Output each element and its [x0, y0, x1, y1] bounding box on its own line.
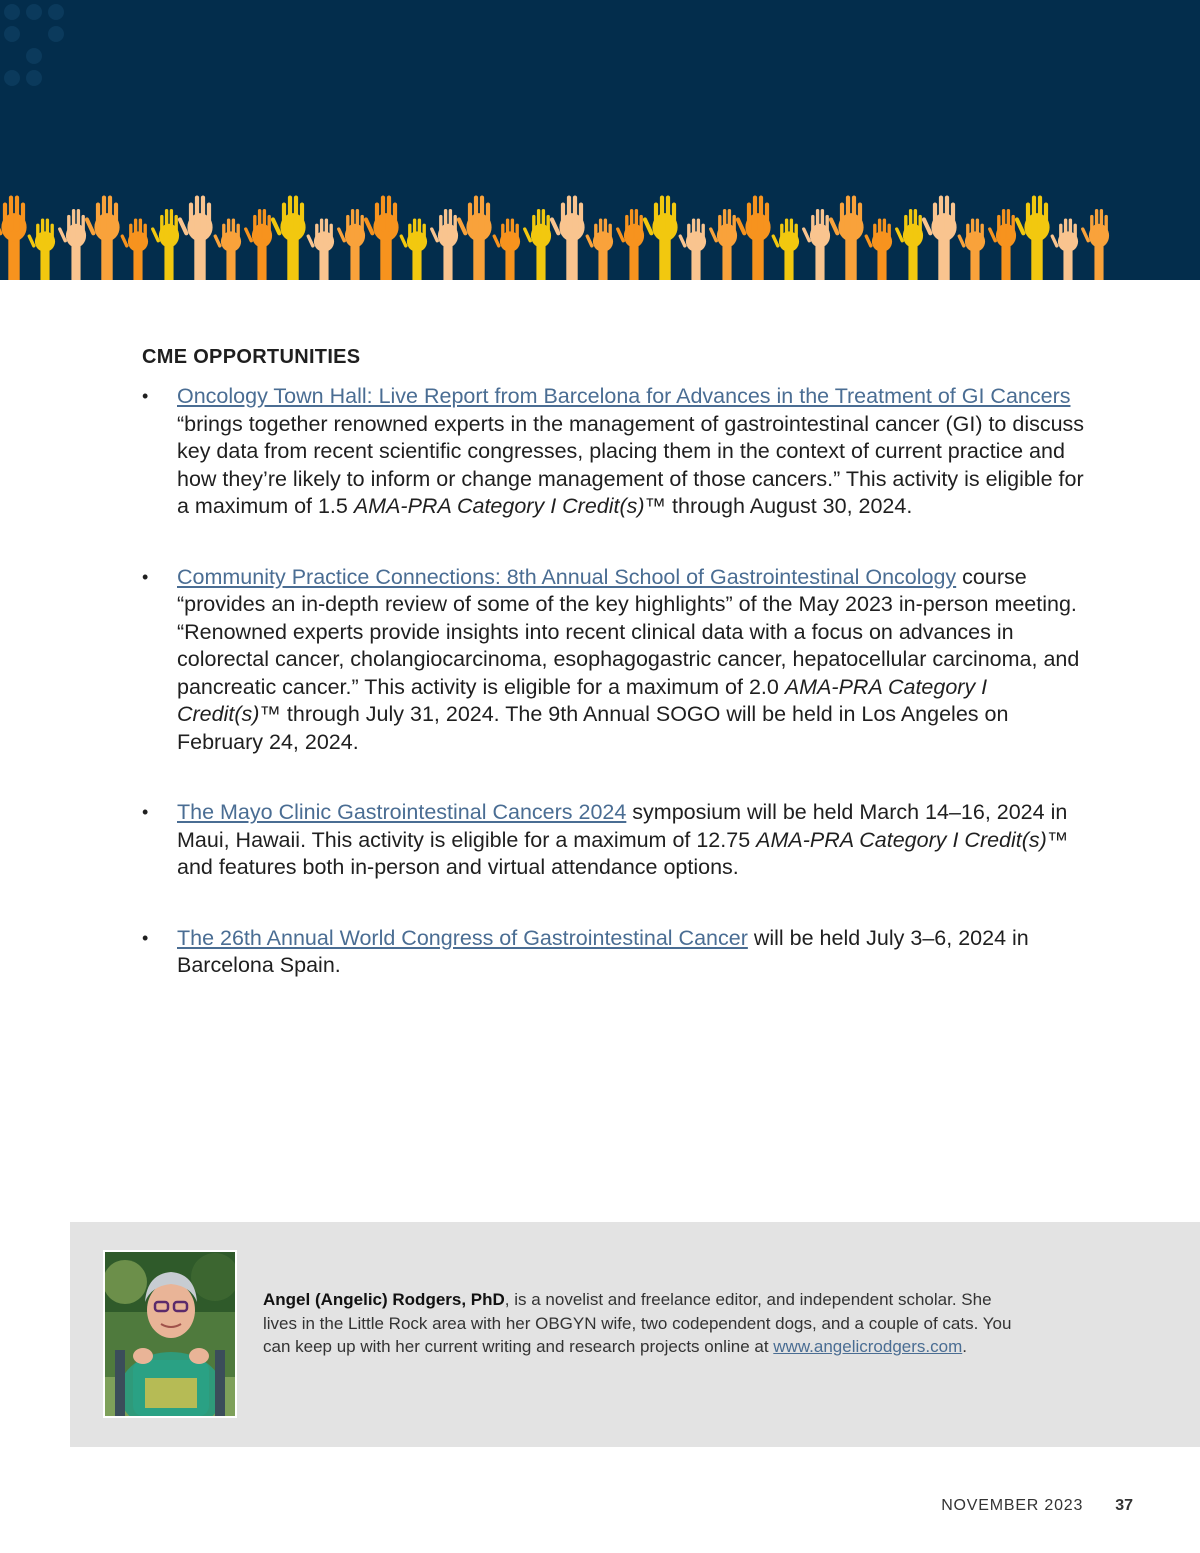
cme-link-world-congress[interactable]: The 26th Annual World Congress of Gastrointestinal Cancer: [177, 925, 748, 950]
hand-icon: [771, 219, 799, 280]
hand-icon: [616, 209, 645, 280]
hand-icon: [921, 196, 956, 280]
bullet-icon: •: [142, 802, 149, 822]
list-item: [142, 564, 1092, 757]
bullet-icon: •: [142, 927, 149, 948]
hand-icon: [399, 219, 427, 280]
decorative-dot: [26, 70, 42, 86]
header-banner: [0, 0, 1200, 280]
hand-icon: [709, 209, 738, 280]
page-footer: [941, 1497, 1133, 1515]
cme-link-mayo-clinic[interactable]: The Mayo Clinic Gastrointestinal Cancers 2024: [177, 800, 627, 824]
cme-list: [142, 383, 1092, 980]
hand-icon: [177, 196, 212, 280]
decorative-dot: [48, 4, 64, 20]
item-text: symposium will be held March 14–16, 2024 in Maui, Hawaii. This activity is eligible for a maximum of 12.75: [177, 800, 1068, 852]
author-bio-end: .: [962, 1337, 967, 1356]
item-text: course “provides an in-depth review of some of the key highlights” of the May 2023 in-person meeting. “Renowned experts provide insights into recent clinical data with a focus on advances in colorectal cancer, cholangiocarcinoma, esophagogastric cancer, hepatocellular carcinoma, and pancreatic cancer.” This activity is eligible for a maximum of 2.0: [177, 564, 1080, 699]
author-bio: [263, 1288, 1023, 1359]
hand-icon: [678, 219, 706, 280]
item-text-end: through August 30, 2024.: [666, 494, 913, 518]
hand-icon: [213, 219, 241, 280]
hand-icon: [988, 209, 1017, 280]
hand-icon: [895, 209, 924, 280]
hand-icon: [802, 209, 831, 280]
hand-icon: [864, 219, 892, 280]
author-bio-text: , is a novelist and freelance editor, and independent scholar. She lives in the Little Rock area with her OBGYN wife, two codependent dogs, and a couple of cats. You can keep up with her current writing and research projects online at: [263, 1290, 1012, 1356]
author-portrait-icon: [105, 1252, 235, 1416]
hand-icon: [1014, 196, 1049, 280]
hand-icon: [492, 219, 520, 280]
hand-icon: [27, 219, 55, 280]
list-item: [142, 383, 1092, 521]
section-heading: CME OPPORTUNITIES: [142, 346, 361, 368]
author-name: Angel (Angelic) Rodgers, PhD: [263, 1290, 505, 1309]
page-number: 37: [1115, 1497, 1133, 1514]
hand-icon: [244, 209, 273, 280]
cme-link-community-practice[interactable]: Community Practice Connections: 8th Annual School of Gastrointestinal Oncology: [177, 564, 957, 589]
author-website-link[interactable]: www.angelicrodgers.com: [773, 1337, 963, 1356]
author-bio-box: [70, 1222, 1200, 1447]
hand-icon: [828, 196, 863, 280]
item-text: “brings together renowned experts in the management of gastrointestinal cancer (GI) to discuss key data from recent scientific congresses, placing them in the context of current practice and how they’re likely to inform or change management of those cancers.” This activity is eligible for a maximum of 1.5: [177, 411, 1085, 518]
hand-icon: [735, 196, 770, 280]
decorative-dot: [4, 70, 20, 86]
issue-date: NOVEMBER 2023: [941, 1497, 1084, 1514]
hand-icon: [1050, 219, 1078, 280]
item-text-end: through July 31, 2024. The 9th Annual SOGO will be held in Los Angeles on February 24, 2024.: [177, 702, 1009, 754]
cme-section: [142, 346, 1092, 1023]
hand-icon: [84, 196, 119, 280]
raised-hands-illustration: [0, 0, 1200, 280]
decorative-dot: [26, 48, 42, 64]
hand-icon: [549, 196, 584, 280]
cme-link-oncology-town-hall[interactable]: Oncology Town Hall: Live Report from Barcelona for Advances in the Treatment of GI Cancers: [177, 384, 1071, 408]
bullet-icon: •: [142, 386, 149, 406]
decorative-dot: [4, 26, 20, 42]
hand-icon: [523, 209, 552, 280]
bullet-icon: •: [142, 566, 149, 587]
hand-icon: [456, 196, 491, 280]
hand-icon: [151, 209, 180, 280]
hand-icon: [58, 209, 87, 280]
list-item: [142, 925, 1092, 980]
hand-icon: [1081, 209, 1110, 280]
credit-text: AMA-PRA Category I Credit(s)™: [177, 674, 988, 726]
list-item: [142, 799, 1092, 882]
hand-icon: [430, 209, 459, 280]
hand-icon: [306, 219, 334, 280]
hand-icon: [363, 196, 398, 280]
credit-text: AMA-PRA Category I Credit(s)™: [353, 494, 667, 518]
decorative-dot: [26, 4, 42, 20]
author-photo: [103, 1250, 237, 1418]
hand-icon: [0, 196, 27, 280]
credit-text: AMA-PRA Category I Credit(s)™: [756, 827, 1069, 852]
item-text-end: and features both in-person and virtual attendance options.: [177, 855, 739, 879]
decorative-dot: [4, 4, 20, 20]
hand-icon: [585, 219, 613, 280]
item-text: will be held July 3–6, 2024 in Barcelona Spain.: [177, 925, 1029, 977]
hand-icon: [337, 209, 366, 280]
decorative-dot: [48, 26, 64, 42]
hand-icon: [957, 219, 985, 280]
hand-icon: [270, 196, 305, 280]
hand-icon: [642, 196, 677, 280]
hand-icon: [120, 219, 148, 280]
